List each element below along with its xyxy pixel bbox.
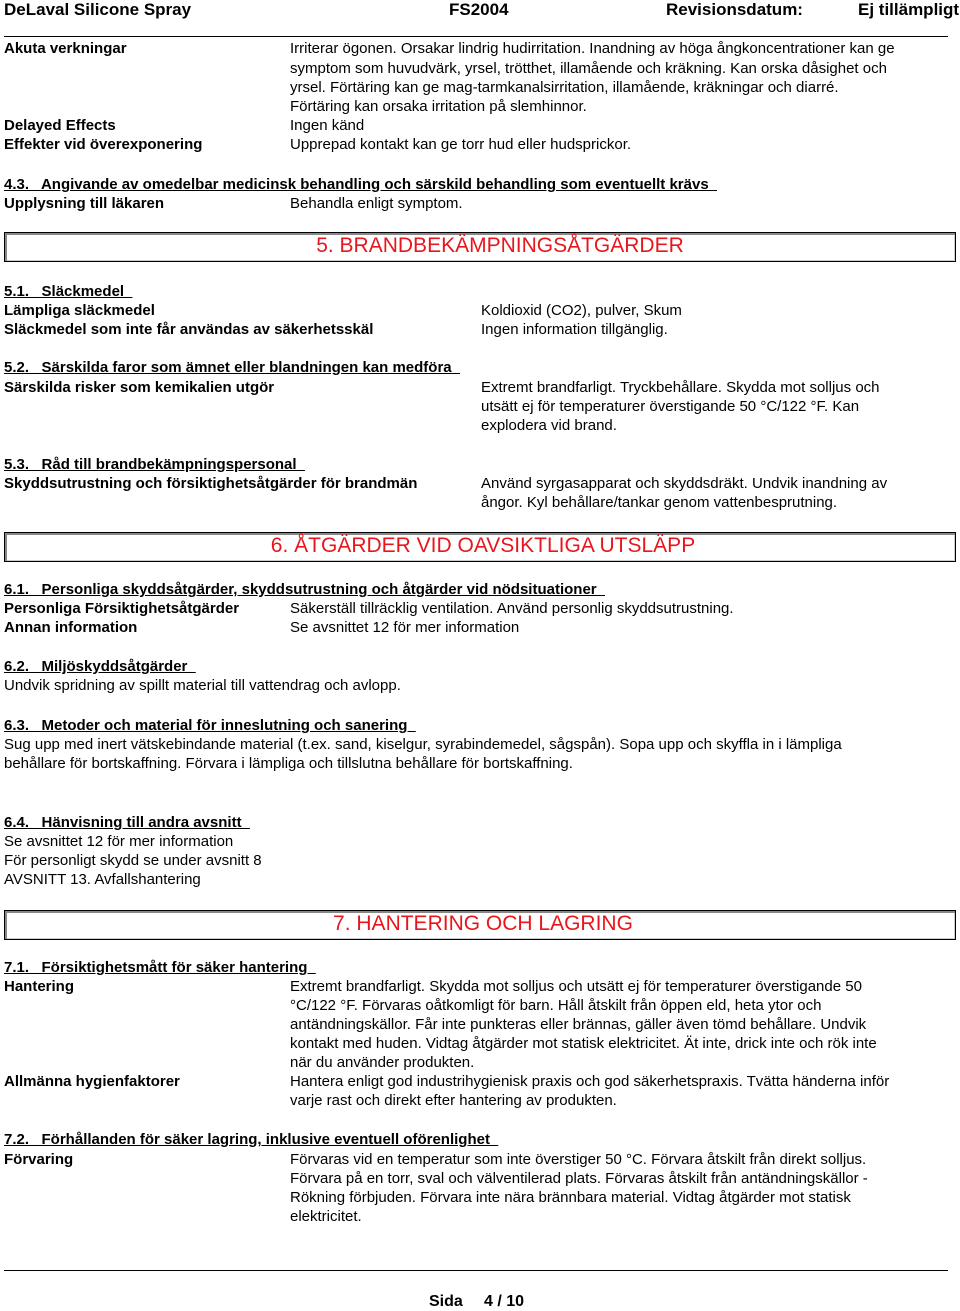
subsection-6-3-title: 6.3. Metoder och material för inneslutning och sanering <box>4 717 416 734</box>
unsuitable-media-label: Släckmedel som inte får användas av säkerhetsskäl <box>4 321 374 338</box>
personal-precautions-value: Säkerställ tillräcklig ventilation. Använd personlig skyddsutrustning. <box>290 600 734 617</box>
storage-line: Förvara på en torr, sval och välventilerad plats. Förvaras åtskilt från antändningskällor - <box>290 1170 868 1187</box>
handling-line: kontakt med huden. Vidtag åtgärder mot statisk elektricitet. Ät inte, drick inte och rök inte <box>290 1035 877 1052</box>
firefighter-ppe-label: Skyddsutrustning och försiktighetsåtgärder för brandmän <box>4 475 418 492</box>
hygiene-line: varje rast och direkt efter hantering av produkten. <box>290 1092 617 1109</box>
subsection-6-1-title: 6.1. Personliga skyddsåtgärder, skyddsutrustning och åtgärder vid nödsituationer <box>4 581 605 598</box>
subsection-5-2-title: 5.2. Särskilda faror som ämnet eller blandningen kan medföra <box>4 359 460 376</box>
doctor-value: Behandla enligt symptom. <box>290 195 463 212</box>
subsection-5-3-title: 5.3. Råd till brandbekämpningspersonal <box>4 456 305 473</box>
reference-line: Se avsnittet 12 för mer information <box>4 833 234 850</box>
doctor-label: Upplysning till läkaren <box>4 195 165 212</box>
acute-line: symptom som huvudvärk, yrsel, trötthet, illamående och kräkning. Kan orska dåsighet och <box>290 60 887 77</box>
overexposure-value: Upprepad kontakt kan ge torr hud eller hudsprickor. <box>290 136 632 153</box>
hygiene-line: Hantera enligt god industrihygienisk praxis och god säkerhetspraxis. Tvätta händerna inför <box>290 1073 890 1090</box>
subsection-5-1-title: 5.1. Släckmedel <box>4 283 133 300</box>
handling-line: °C/122 °F. Förvaras oåtkomligt för barn. Håll åtskilt från öppen eld, heta ytor och <box>290 997 822 1014</box>
section-7-title: 7. HANTERING OCH LAGRING <box>333 912 633 935</box>
subsection-6-4-title: 6.4. Hänvisning till andra avsnitt <box>4 814 250 831</box>
acute-line: Irriterar ögonen. Orsakar lindrig hudirritation. Inandning av höga ångkoncentrationer kan ge <box>290 40 895 57</box>
containment-line: behållare för bortskaffning. Förvara i lämpliga och tillslutna behållare för bortskaffning. <box>4 755 573 772</box>
page-number: 4 / 10 <box>484 1293 525 1310</box>
product-code: FS2004 <box>449 0 509 19</box>
overexposure-label: Effekter vid överexponering <box>4 136 203 153</box>
containment-line: Sug upp med inert vätskebindande material (t.ex. sand, kiselgur, syrabindemedel, sågspån). Sopa upp och skyffla in i lämpliga <box>4 736 842 753</box>
specific-hazards-line: utsätt ej för temperaturer överstigande 50 °C/122 °F. Kan <box>481 398 860 415</box>
subsection-6-2-title: 6.2. Miljöskyddsåtgärder <box>4 658 196 675</box>
footer-rule <box>4 1270 948 1271</box>
suitable-media-value: Koldioxid (CO2), pulver, Skum <box>481 302 682 319</box>
section-5-title: 5. BRANDBEKÄMPNINGSÅTGÄRDER <box>316 234 684 257</box>
delayed-label: Delayed Effects <box>4 117 116 134</box>
storage-line: Förvaras vid en temperatur som inte överstiger 50 °C. Förvara åtskilt från direkt solljus. <box>290 1151 867 1168</box>
acute-label: Akuta verkningar <box>4 40 127 57</box>
firefighter-ppe-line: Använd syrgasapparat och skyddsdräkt. Undvik inandning av <box>481 475 888 492</box>
other-info-value: Se avsnittet 12 för mer information <box>290 619 520 636</box>
page-label: Sida <box>429 1293 463 1310</box>
acute-line: yrsel. Förtäring kan ge mag-tarmkanalsirritation, illamående, kräkningar och diarré. <box>290 79 839 96</box>
storage-label: Förvaring <box>4 1151 74 1168</box>
handling-line: Extremt brandfarligt. Skydda mot solljus och utsätt ej för temperaturer överstigande 50 <box>290 978 862 995</box>
delayed-value: Ingen känd <box>290 117 365 134</box>
storage-line: Rökning förbjuden. Förvara inte nära brännbara material. Vidtag åtgärder mot statisk <box>290 1189 851 1206</box>
specific-hazards-line: explodera vid brand. <box>481 417 617 434</box>
subsection-7-2-title: 7.2. Förhållanden för säker lagring, inklusive eventuell oförenlighet <box>4 1131 499 1148</box>
header-rule <box>4 36 948 37</box>
reference-line: AVSNITT 13. Avfallshantering <box>4 871 201 888</box>
unsuitable-media-value: Ingen information tillgänglig. <box>481 321 668 338</box>
other-info-label: Annan information <box>4 619 138 636</box>
handling-line: när du använder produkten. <box>290 1054 475 1071</box>
specific-hazards-line: Extremt brandfarligt. Tryckbehållare. Skydda mot solljus och <box>481 379 880 396</box>
subsection-4-3-title: 4.3. Angivande av omedelbar medicinsk behandling och särskild behandling som eventuellt krävs <box>4 176 717 193</box>
suitable-media-label: Lämpliga släckmedel <box>4 302 155 319</box>
handling-label: Hantering <box>4 978 75 995</box>
handling-line: antändningskällor. Får inte punkteras eller brännas, gäller även tömd behållare. Undvik <box>290 1016 867 1033</box>
environmental-text: Undvik spridning av spillt material till vattendrag och avlopp. <box>4 677 401 694</box>
personal-precautions-label: Personliga Försiktighetsåtgärder <box>4 600 240 617</box>
acute-line: Förtäring kan orsaka irritation på slemhinnor. <box>290 98 587 115</box>
revision-label: Revisionsdatum: <box>666 0 803 19</box>
firefighter-ppe-line: ångor. Kyl behållare/tankar genom vattenbesprutning. <box>481 494 838 511</box>
product-name: DeLaval Silicone Spray <box>4 0 192 19</box>
specific-hazards-label: Särskilda risker som kemikalien utgör <box>4 379 275 396</box>
hygiene-label: Allmänna hygienfaktorer <box>4 1073 180 1090</box>
storage-line: elektricitet. <box>290 1208 362 1225</box>
revision-value: Ej tillämpligt <box>858 0 960 19</box>
subsection-7-1-title: 7.1. Försiktighetsmått för säker hantering <box>4 959 316 976</box>
reference-line: För personligt skydd se under avsnitt 8 <box>4 852 262 869</box>
section-6-title: 6. ÅTGÄRDER VID OAVSIKTLIGA UTSLÄPP <box>270 534 696 557</box>
